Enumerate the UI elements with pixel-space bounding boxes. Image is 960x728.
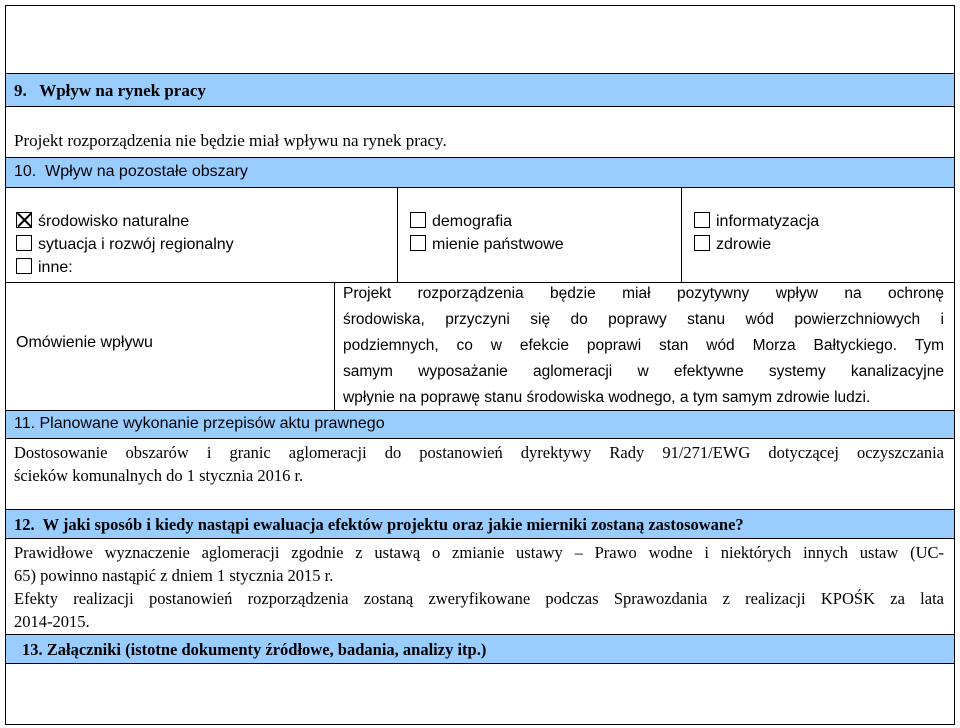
checkbox-demography[interactable] — [410, 212, 512, 231]
checkbox-label: środowisko naturalne — [38, 213, 190, 230]
rule — [5, 509, 955, 510]
checkbox-environment[interactable] — [16, 212, 189, 231]
rule — [5, 187, 955, 188]
rule — [5, 538, 955, 539]
impact-label: Omówienie wpływu — [16, 334, 153, 351]
impact-line: samym wyposażanie aglomeracji w efektywne systemy kanalizacyjne — [343, 363, 944, 380]
section12-title: 12. W jaki sposób i kiedy nastąpi ewaluacja efektów projektu oraz jakie mierniki zostaną zastosowane? — [14, 515, 744, 534]
checkbox-empty-icon[interactable] — [410, 235, 426, 251]
section11-line: ścieków komunalnych do 1 stycznia 2016 r. — [14, 466, 304, 485]
section12-line: 65) powinno nastąpić z dniem 1 stycznia 2015 r. — [14, 566, 334, 585]
checkbox-label: zdrowie — [716, 236, 772, 253]
section13-title: 13. Załączniki (istotne dokumenty źródłowe, badania, analizy itp.) — [22, 640, 487, 659]
impact-text — [343, 281, 944, 411]
section12-line: 2014-2015. — [14, 612, 90, 631]
impact-line: Projekt rozporządzenia będzie miał pozytywny wpływ na ochronę — [343, 285, 944, 302]
impact-line: podziemnych, co w efekcie poprawi stan wód Morza Bałtyckiego. Tym — [343, 337, 944, 354]
section11-body — [14, 441, 944, 487]
checkbox-regional[interactable] — [16, 235, 234, 254]
section12-line: Efekty realizacji postanowień rozporządzenia zostaną zweryfikowane podczas Sprawozdania z realizacji KPOŚK za lata — [14, 589, 944, 608]
rule — [5, 663, 955, 664]
rule — [5, 106, 955, 107]
checkbox-empty-icon[interactable] — [694, 235, 710, 251]
checkbox-label: informatyzacja — [716, 213, 820, 230]
section12-body — [14, 541, 944, 633]
checkbox-label: sytuacja i rozwój regionalny — [38, 236, 234, 253]
section11-title: 11. Planowane wykonanie przepisów aktu prawnego — [14, 415, 385, 432]
checkbox-informatization[interactable] — [694, 212, 819, 231]
column-divider — [397, 187, 398, 282]
rule — [5, 73, 955, 74]
checkbox-state-property[interactable] — [410, 235, 564, 254]
checkbox-label: demografia — [432, 213, 513, 230]
checkbox-other[interactable] — [16, 258, 73, 277]
checkbox-empty-icon[interactable] — [410, 212, 426, 228]
checkbox-health[interactable] — [694, 235, 771, 254]
checkbox-empty-icon[interactable] — [694, 212, 710, 228]
section10-title: 10. Wpływ na pozostałe obszary — [14, 163, 248, 180]
checkbox-empty-icon[interactable] — [16, 258, 32, 274]
column-divider — [681, 187, 682, 282]
checkbox-empty-icon[interactable] — [16, 235, 32, 251]
checkbox-label: mienie państwowe — [432, 236, 564, 253]
column-divider — [334, 282, 335, 410]
rule — [5, 438, 955, 439]
checkbox-checked-icon[interactable] — [16, 212, 32, 228]
impact-line: środowiska, przyczyni się do poprawy stanu wód powierzchniowych i — [343, 311, 944, 328]
section11-line: Dostosowanie obszarów i granic aglomeracji do postanowień dyrektywy Rady 91/271/EWG dotyczącej oczyszczania — [14, 443, 944, 462]
impact-line: wpłynie na poprawę stanu środowiska wodnego, a tym samym zdrowie ludzi. — [343, 389, 871, 406]
section9-title: 9. Wpływ na rynek pracy — [14, 81, 206, 100]
rule — [5, 157, 955, 158]
rule — [5, 634, 955, 635]
checkbox-label: inne: — [38, 259, 73, 276]
section12-line: Prawidłowe wyznaczenie aglomeracji zgodnie z ustawą o zmianie ustawy – Prawo wodne i niektórych innych ustaw (UC- — [14, 543, 944, 562]
section9-body: Projekt rozporządzenia nie będzie miał wpływu na rynek pracy. — [14, 131, 447, 150]
